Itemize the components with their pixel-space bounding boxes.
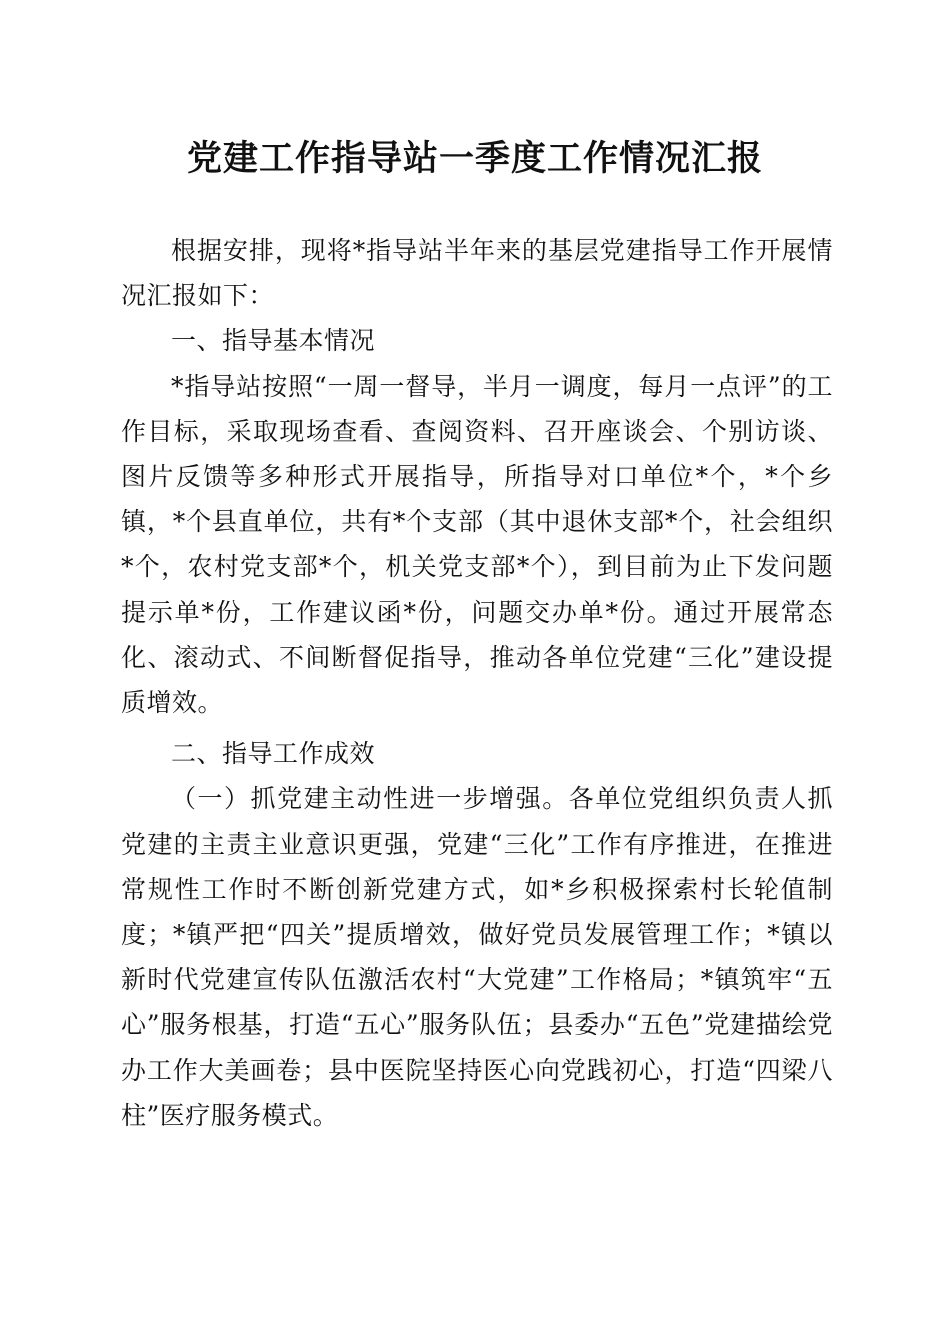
- section-heading-work-results: 二、指导工作成效: [171, 739, 376, 769]
- document-body: [121, 228, 833, 1138]
- section-paragraph-work-results: （一）抓党建主动性进一步增强。各单位党组织负责人抓党建的主责主业意识更强，党建“三化”工作有序推进，在推进常规性工作时不断创新党建方式，如*乡积极探索村长轮值制度；*镇严把“四关”提质增效，做好党员发展管理工作；*镇以新时代党建宣传队伍激活农村“大党建”工作格局；*镇筑牢“五心”服务根基，打造“五心”服务队伍；县委办“五色”党建描绘党办工作大美画卷；县中医院坚持医心向党践初心，打造“四梁八柱”医疗服务模式。: [121, 784, 833, 1130]
- document-title: 党建工作指导站一季度工作情况汇报: [186, 138, 763, 179]
- section-heading-basic-situation: 一、指导基本情况: [171, 326, 376, 356]
- section-paragraph-basic-situation: *指导站按照“一周一督导，半月一调度，每月一点评”的工作目标，采取现场查看、查阅资料、召开座谈会、个别访谈、图片反馈等多种形式开展指导，所指导对口单位*个，*个乡镇，*个县直单位，共有*个支部（其中退休支部*个，社会组织*个，农村党支部*个，机关党支部*个），到目前为止下发问题提示单*份，工作建议函*份，问题交办单*份。通过开展常态化、滚动式、不间断督促指导，推动各单位党建“三化”建设提质增效。: [121, 371, 833, 718]
- intro-paragraph: 根据安排，现将*指导站半年来的基层党建指导工作开展情况汇报如下：: [121, 236, 833, 311]
